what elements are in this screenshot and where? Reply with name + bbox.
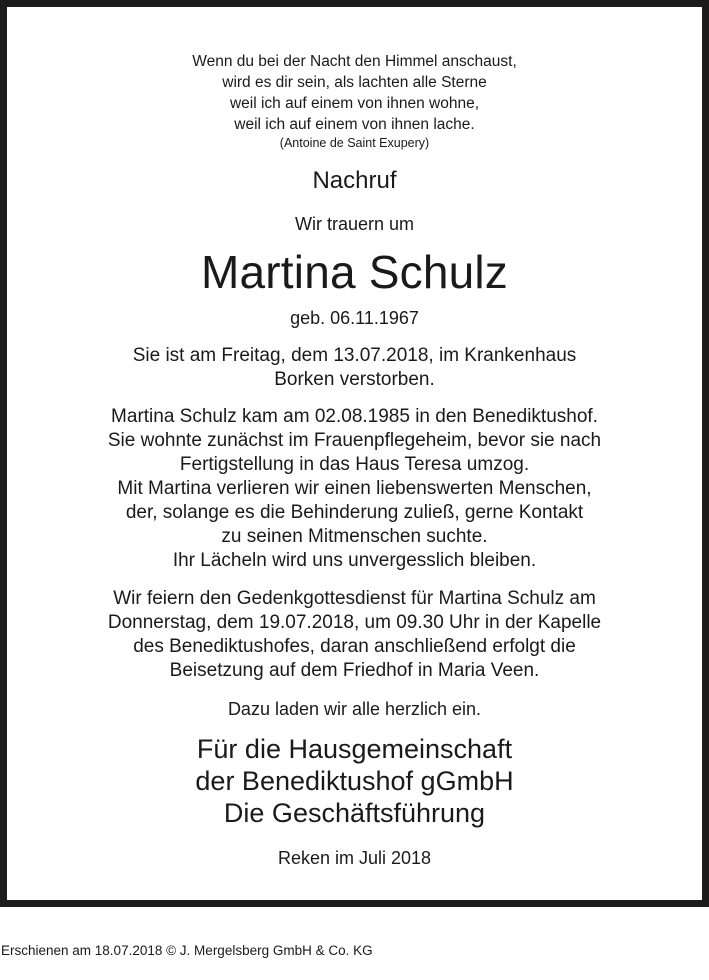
- place-and-date: Reken im Juli 2018: [277, 848, 432, 868]
- quote-line: wird es dir sein, als lachten alle Sterne: [222, 74, 487, 91]
- quote-line: Wenn du bei der Nacht den Himmel anschaust,: [192, 53, 517, 70]
- bio-line: Martina Schulz kam am 02.08.1985 in den Benediktushof.: [111, 406, 598, 427]
- invitation-line: Dazu laden wir alle herzlich ein.: [227, 699, 482, 719]
- death-notice: [14, 344, 695, 392]
- service-line: des Benediktushofes, daran anschließend erfolgt die: [133, 636, 576, 657]
- quote-author: (Antoine de Saint Exupery): [279, 136, 430, 150]
- quote-line: weil ich auf einem von ihnen lache.: [234, 116, 475, 133]
- death-line: Sie ist am Freitag, dem 13.07.2018, im Krankenhaus: [132, 345, 577, 366]
- signature-block: [14, 733, 695, 829]
- service-line: Wir feiern den Gedenkgottesdienst für Martina Schulz am: [113, 588, 596, 609]
- bio-line: Sie wohnte zunächst im Frauenpflegeheim, bevor sie nach: [107, 430, 602, 451]
- memorial-service-paragraph: [14, 587, 695, 683]
- service-line: Beisetzung auf dem Friedhof in Maria Veen.: [169, 660, 540, 681]
- signature-line: Die Geschäftsführung: [223, 798, 486, 828]
- death-line: Borken verstorben.: [274, 369, 435, 390]
- service-line: Donnerstag, dem 19.07.2018, um 09.30 Uhr in der Kapelle: [107, 612, 602, 633]
- signature-line: der Benediktushof gGmbH: [195, 766, 514, 796]
- epigraph-quote: [14, 51, 695, 151]
- bio-line: zu seinen Mitmenschen suchte.: [221, 526, 488, 547]
- obituary-heading: Nachruf: [312, 167, 397, 194]
- bio-line: Ihr Lächeln wird uns unvergesslich bleiben.: [172, 550, 537, 571]
- bio-line: Fertigstellung in das Haus Teresa umzog.: [179, 454, 530, 475]
- biography-paragraph: [14, 405, 695, 573]
- publication-footer: Erschienen am 18.07.2018 © J. Mergelsberg GmbH & Co. KG: [1, 943, 373, 958]
- quote-line: weil ich auf einem von ihnen wohne,: [229, 95, 479, 112]
- bio-line: Mit Martina verlieren wir einen liebenswerten Menschen,: [117, 478, 592, 499]
- birth-date: geb. 06.11.1967: [290, 308, 419, 328]
- deceased-name: Martina Schulz: [200, 246, 509, 298]
- bio-line: der, solange es die Behinderung zuließ, gerne Kontakt: [125, 502, 584, 523]
- mourning-intro: Wir trauern um: [294, 214, 415, 234]
- signature-line: Für die Hausgemeinschaft: [196, 734, 513, 764]
